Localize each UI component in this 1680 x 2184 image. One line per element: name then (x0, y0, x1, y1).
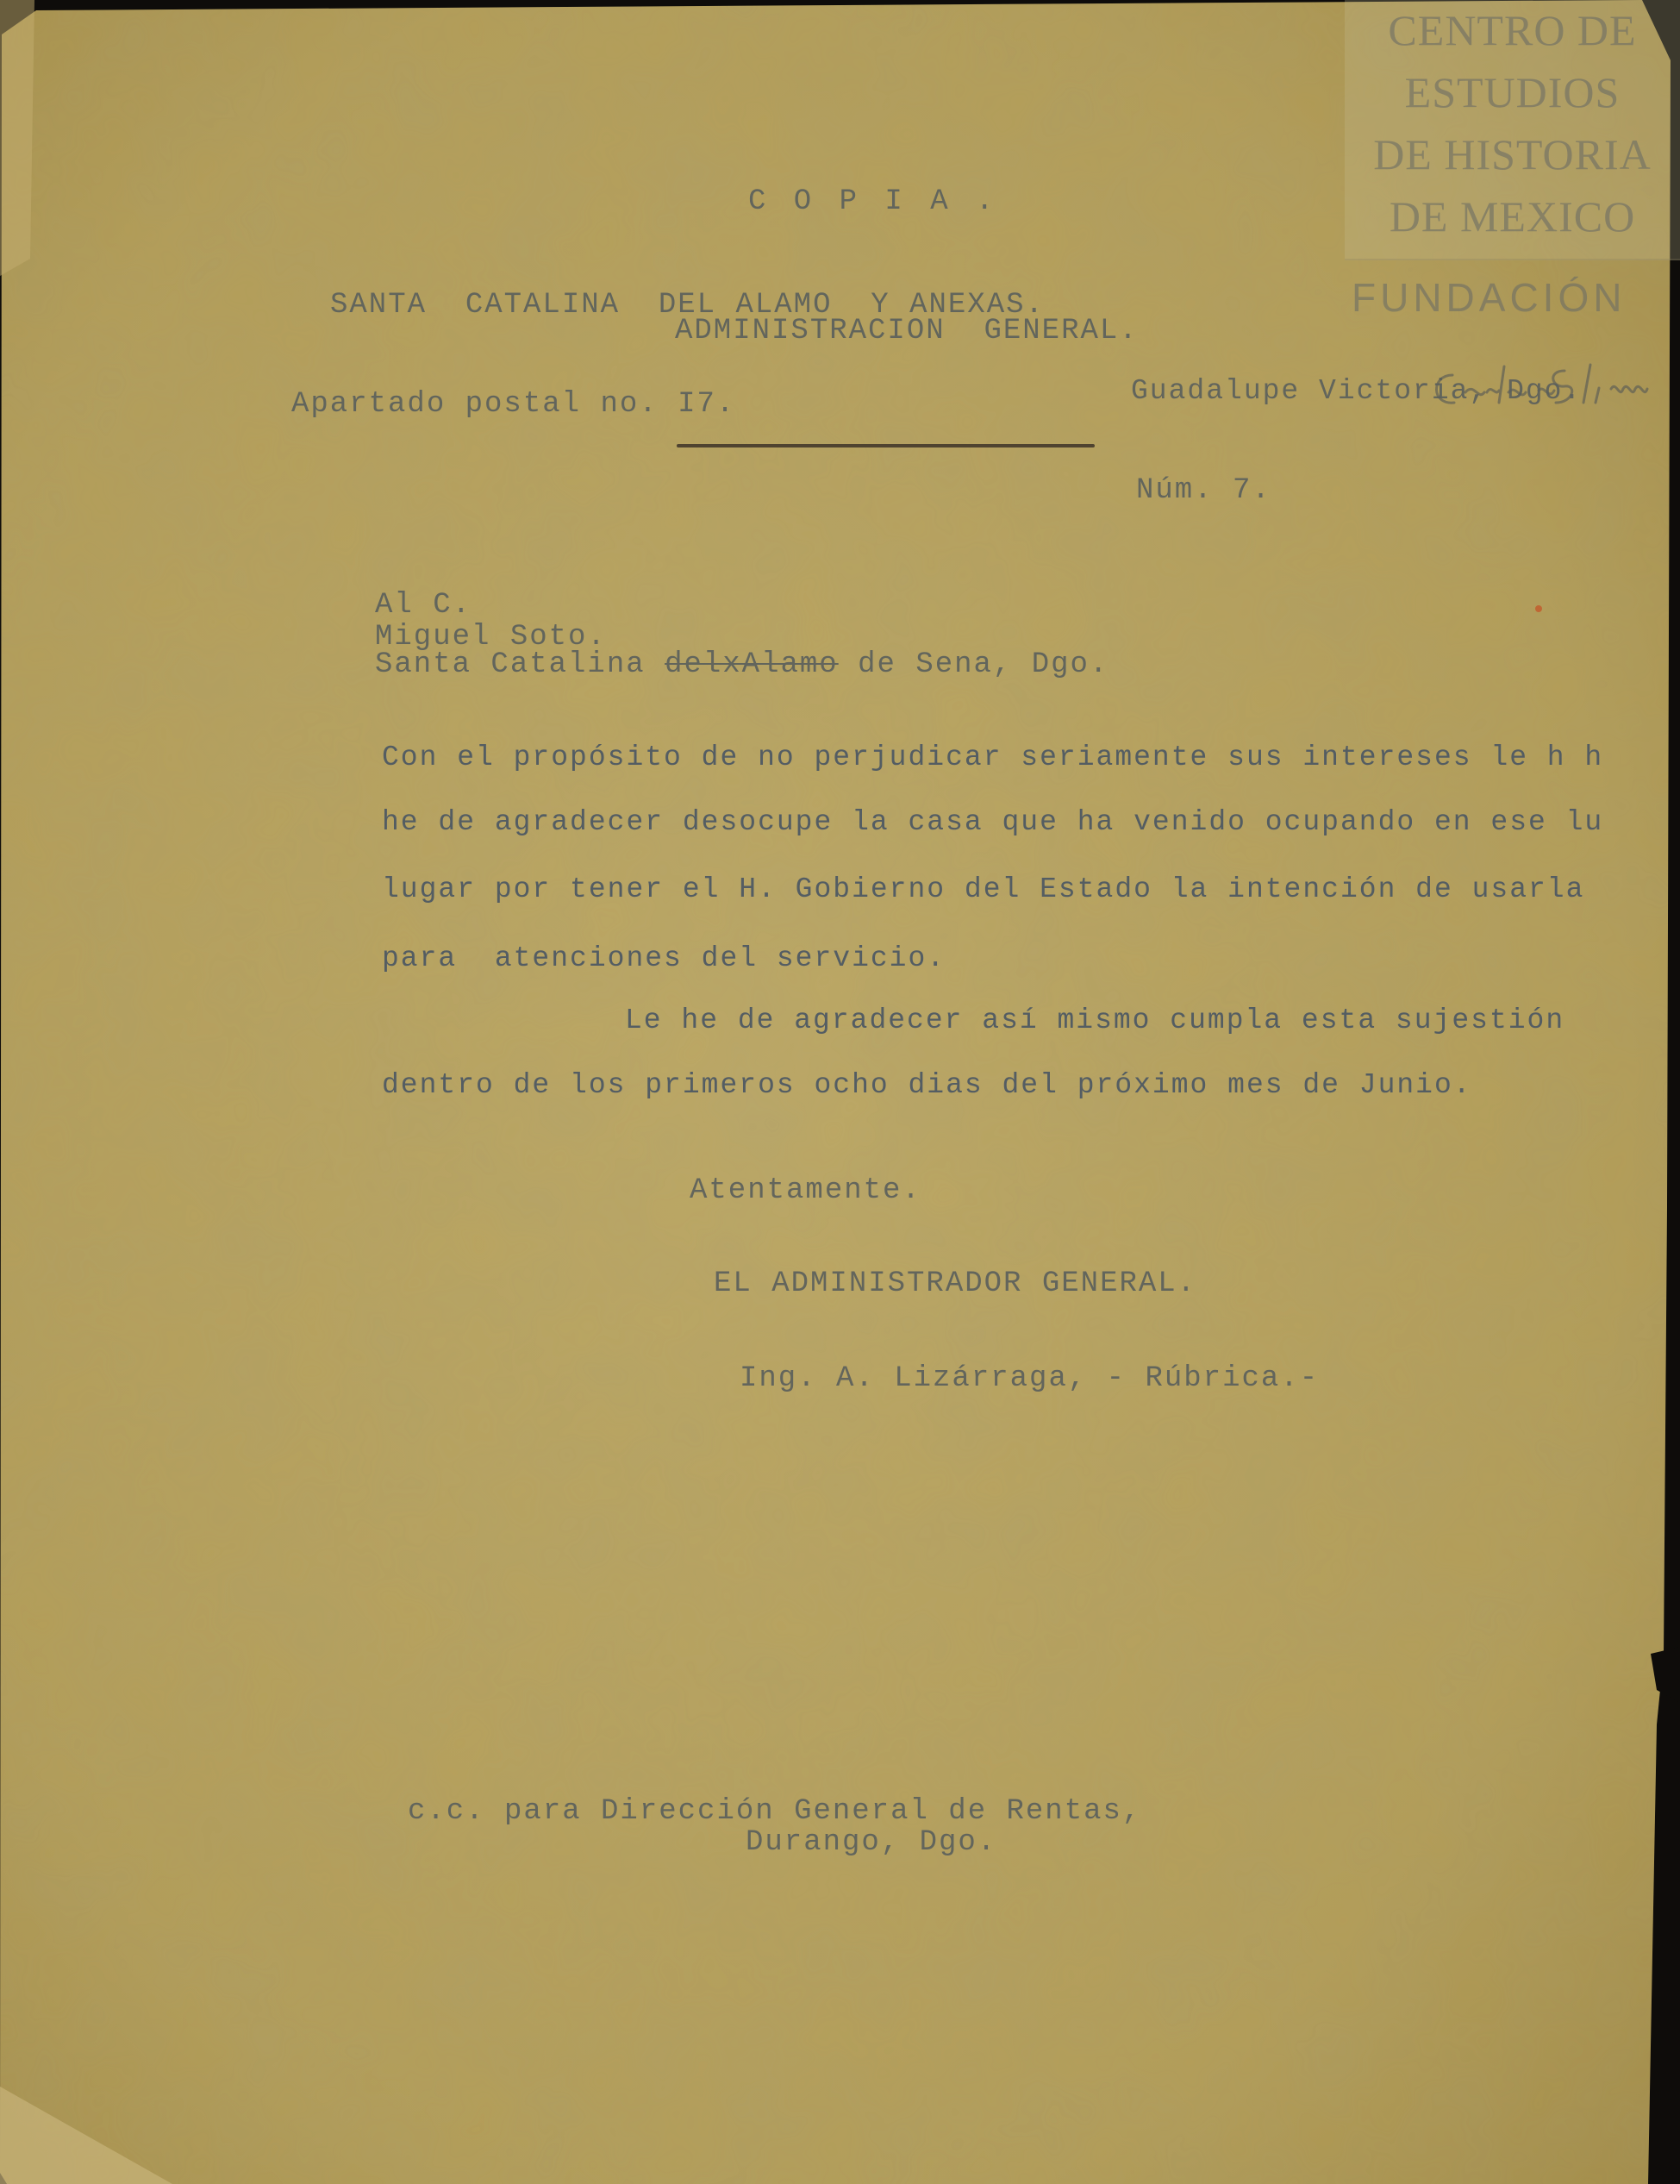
body-line-5: Le he de agradecer así mismo cumpla esta sujestión (625, 1004, 1565, 1036)
company-line: SANTA CATALINA DEL ALAMO Y ANEXAS. (330, 289, 1045, 322)
watermark-line-4: DE MEXICO (1389, 192, 1636, 241)
recipient-place-part-2: de Sena, Dgo. (838, 648, 1109, 681)
postal-box: Apartado postal no. I7. (291, 388, 736, 421)
watermark-line-1: CENTRO DE (1388, 6, 1637, 54)
watermark-line-2: ESTUDIOS (1404, 68, 1621, 116)
cc-line-2: Durango, Dgo. (746, 1826, 997, 1859)
watermark-divider (1345, 259, 1680, 260)
body-line-6: dentro de los primeros ocho dias del próximo mes de Junio. (382, 1069, 1472, 1101)
admin-line: ADMINISTRACION GENERAL. (675, 315, 1139, 347)
recipient-place (375, 648, 1109, 681)
recipient-title: Al C. (375, 589, 472, 622)
recipient-place-struck: delxAlamo (665, 648, 839, 681)
place-date-line: Guadalupe Victoria, Dgo. (1131, 375, 1583, 407)
recipient-place-part-1: Santa Catalina (375, 648, 665, 681)
recipient-name: Miguel Soto. (375, 621, 607, 654)
signer-name: Ing. A. Lizárraga, - Rúbrica.- (740, 1362, 1320, 1395)
closing: Atentamente. (690, 1174, 921, 1207)
body-line-2: he de agradecer desocupe la casa que ha venido ocupando en ese lu (382, 806, 1604, 838)
cc-line-1: c.c. para Dirección General de Rentas, (408, 1795, 1142, 1828)
heading-copia: C O P I A . (748, 185, 999, 218)
body-line-1: Con el propósito de no perjudicar seriamente sus intereses le h h (382, 742, 1604, 773)
body-line-4: para atenciones del servicio. (382, 942, 946, 974)
watermark-foundation: FUNDACIÓN (1352, 275, 1627, 320)
body-line-3: lugar por tener el H. Gobierno del Estado la intención de usarla (382, 873, 1585, 905)
document-number: Núm. 7. (1136, 474, 1271, 507)
watermark-line-3: DE HISTORIA (1373, 130, 1652, 178)
divider-line (677, 444, 1095, 447)
signer-title: EL ADMINISTRADOR GENERAL. (714, 1267, 1197, 1300)
